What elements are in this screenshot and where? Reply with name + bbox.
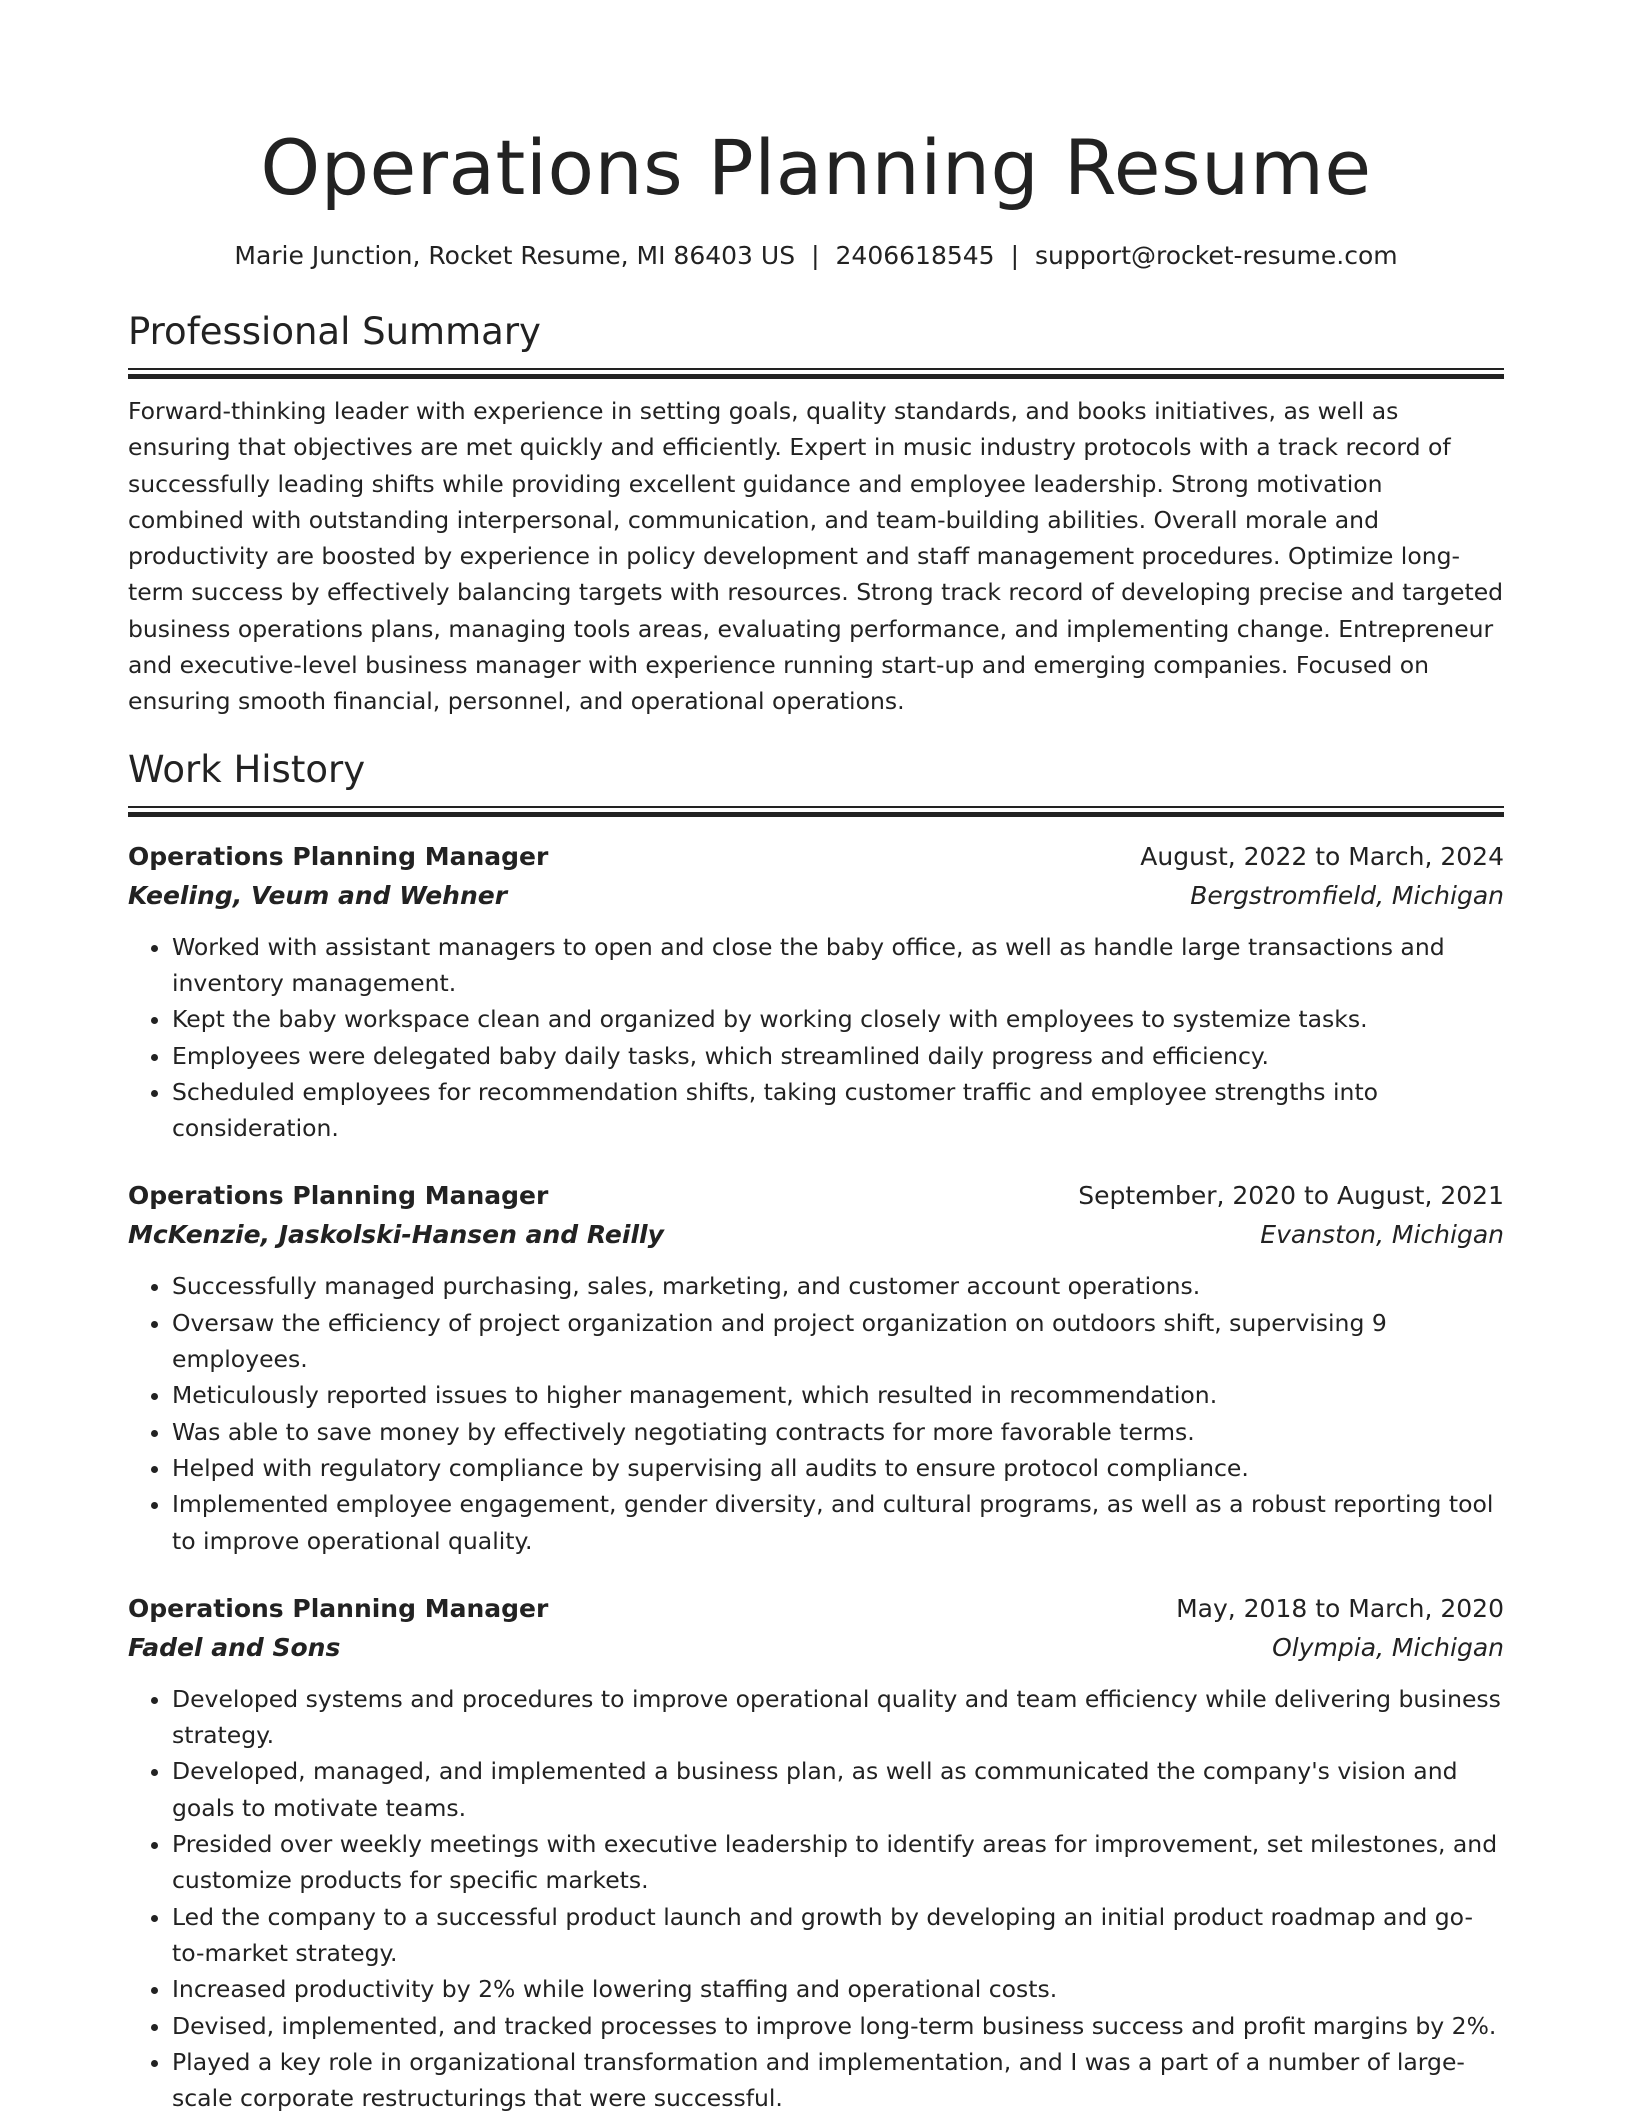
section-divider xyxy=(128,368,1504,379)
job-dates: August, 2022 to March, 2024 xyxy=(1140,841,1504,871)
job-bullet: • Developed, managed, and implemented a business plan, as well as communicated the company's vision and goals to motivate teams. xyxy=(172,1753,1504,1826)
job-entry xyxy=(128,1589,1504,2116)
job-bullet: • Implemented employee engagement, gender diversity, and cultural programs, as well as a robust reporting tool to improve operational quality. xyxy=(172,1486,1504,1559)
job-bullet: • Meticulously reported issues to higher management, which resulted in recommendation. xyxy=(172,1377,1504,1413)
job-company: Fadel and Sons xyxy=(128,1632,341,1662)
job-bullet: • Was able to save money by effectively negotiating contracts for more favorable terms. xyxy=(172,1414,1504,1450)
job-title: Operations Planning Manager xyxy=(128,1593,549,1623)
job-bullet: • Increased productivity by 2% while lowering staffing and operational costs. xyxy=(172,1971,1504,2007)
contact-separator: | xyxy=(1010,241,1020,270)
job-title: Operations Planning Manager xyxy=(128,841,549,871)
job-company-row xyxy=(128,877,1504,915)
job-dates: September, 2020 to August, 2021 xyxy=(1078,1181,1504,1211)
job-bullets xyxy=(128,1268,1504,1558)
job-bullets xyxy=(128,1681,1504,2116)
contact-address: Marie Junction, Rocket Resume, MI 86403 US xyxy=(234,241,796,270)
job-company: McKenzie, Jaskolski-Hansen and Reilly xyxy=(128,1220,664,1250)
job-bullets xyxy=(128,929,1504,1147)
job-company: Keeling, Veum and Wehner xyxy=(128,880,508,910)
summary-text: Forward-thinking leader with experience in setting goals, quality standards, and books initiatives, as well as ensuring that objectives are met quickly and efficiently. Expert in music industry protocols with a track record of successfully leading shifts while providing excellent guidance and employee leadership. Strong motivation combined with outstanding interpersonal, communication, and team-building abilities. Overall morale and productivity are boosted by experience in policy development and staff management procedures. Optimize long-term success by effectively balancing targets with resources. Strong track record of developing precise and targeted business operations plans, managing tools areas, evaluating performance, and implementing change. Entrepreneur and executive-level business manager with experience running start-up and emerging companies. Focused on ensuring smooth financial, personnel, and operational operations. xyxy=(128,397,1504,716)
resume-title: Operations Planning Resume xyxy=(260,123,1372,212)
job-location: Olympia, Michigan xyxy=(1272,1632,1504,1662)
job-bullet: • Devised, implemented, and tracked processes to improve long-term business success and profit margins by 2%. xyxy=(172,2008,1504,2044)
job-header-row xyxy=(128,1176,1504,1216)
job-company-row xyxy=(128,1629,1504,1667)
contact-line xyxy=(128,240,1504,272)
job-bullet: • Played a key role in organizational transformation and implementation, and I was a part of a number of large-scale corporate restructurings that were successful. xyxy=(172,2044,1504,2116)
section-heading-work-history: Work History xyxy=(128,747,366,791)
job-location: Bergstromfield, Michigan xyxy=(1190,880,1504,910)
section-divider xyxy=(128,806,1504,817)
job-entry xyxy=(128,1176,1504,1558)
contact-separator: | xyxy=(811,241,820,270)
job-header-row xyxy=(128,1589,1504,1629)
job-title: Operations Planning Manager xyxy=(128,1181,549,1211)
job-entry xyxy=(128,837,1504,1147)
job-dates: May, 2018 to March, 2020 xyxy=(1176,1593,1504,1623)
job-bullet: • Oversaw the efficiency of project organization and project organization on outdoors shift, supervising 9 employees. xyxy=(172,1305,1504,1378)
section-heading-summary: Professional Summary xyxy=(128,310,541,353)
job-header-row xyxy=(128,837,1504,877)
job-bullet: • Scheduled employees for recommendation shifts, taking customer traffic and employee strengths into consideration. xyxy=(172,1074,1504,1147)
job-bullet: • Employees were delegated baby daily tasks, which streamlined daily progress and efficiency. xyxy=(172,1038,1504,1074)
contact-email: support@rocket-resume.com xyxy=(1035,241,1398,270)
job-bullet: • Successfully managed purchasing, sales, marketing, and customer account operations. xyxy=(172,1268,1504,1304)
job-bullet: • Presided over weekly meetings with executive leadership to identify areas for improvement, set milestones, and customize products for specific markets. xyxy=(172,1826,1504,1899)
job-bullet: • Led the company to a successful product launch and growth by developing an initial product roadmap and go-to-market strategy. xyxy=(172,1899,1504,1972)
job-bullet: • Helped with regulatory compliance by supervising all audits to ensure protocol compliance. xyxy=(172,1450,1504,1486)
job-bullet: • Worked with assistant managers to open and close the baby office, as well as handle large transactions and inventory management. xyxy=(172,929,1504,1002)
contact-phone: 2406618545 xyxy=(835,241,995,270)
job-company-row xyxy=(128,1216,1504,1254)
job-bullet: • Developed systems and procedures to improve operational quality and team efficiency while delivering business strategy. xyxy=(172,1681,1504,1754)
job-location: Evanston, Michigan xyxy=(1260,1220,1504,1250)
job-bullet: • Kept the baby workspace clean and organized by working closely with employees to systemize tasks. xyxy=(172,1001,1504,1037)
